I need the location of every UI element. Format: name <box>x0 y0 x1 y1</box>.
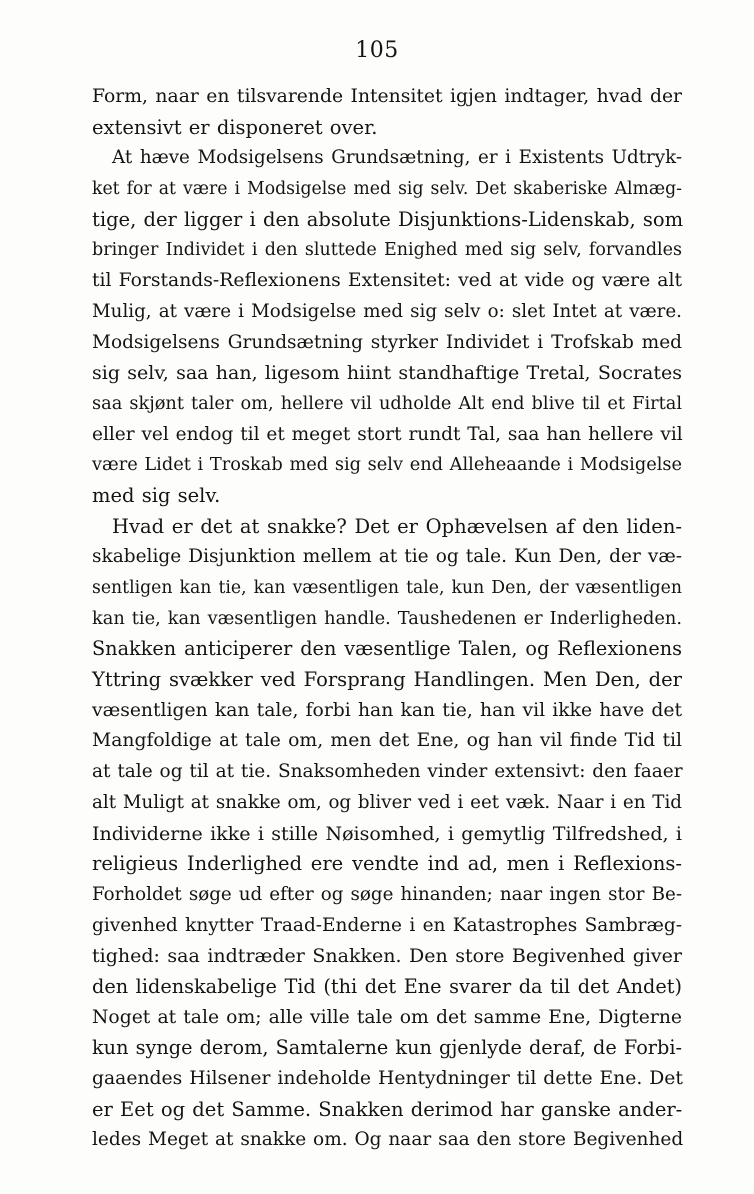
text-line: Forholdet søge ud efter og søge hinanden; naar ingen stor Be- <box>92 883 682 905</box>
text-line: extensivt er disponeret over. <box>92 115 378 139</box>
text-line: er Eet og det Samme. Snakken derimod har ganske ander- <box>92 1097 683 1121</box>
text-line: væsentligen kan tale, forbi han kan tie, han vil ikke have det <box>92 699 682 721</box>
text-line: Mangfoldige at tale om, men det Ene, og han vil finde Tid til <box>92 730 682 752</box>
text-line: Yttring svækker ved Forsprang Handlingen. Men Den, der <box>92 668 682 692</box>
text-line: eller vel endog til et meget stort rundt Tal, saa han hellere vil <box>92 423 683 445</box>
text-line: At hæve Modsigelsens Grundsætning, er i Existents Udtryk- <box>112 147 682 169</box>
text-line: ket for at være i Modsigelse med sig selv. Det skaberiske Almæg- <box>92 179 682 200</box>
text-line: religieus Inderlighed ere vendte ind ad, men i Reflexions- <box>92 852 682 876</box>
text-line: saa skjønt taler om, hellere vil udholde Alt end blive til et Firtal <box>92 393 682 414</box>
text-line: givenhed knytter Traad-Enderne i en Katastrophes Sambræg- <box>92 914 682 936</box>
text-line: sentligen kan tie, kan væsentligen tale, kun Den, der væsentligen <box>92 578 682 598</box>
text-line: at tale og til at tie. Snaksomheden vinder extensivt: den faaer <box>92 761 683 783</box>
text-line: Individerne ikke i stille Nøisomhed, i gemytlig Tilfredshed, i <box>92 822 682 845</box>
text-line: kan tie, kan væsentligen handle. Taushedenen er Inderligheden. <box>92 608 682 629</box>
text-line: alt Muligt at snakke om, og bliver ved i eet væk. Naar i en Tid <box>92 791 682 813</box>
text-line: Noget at tale om; alle ville tale om det samme Ene, Digterne <box>92 1006 682 1028</box>
text-line: gaaendes Hilsener indeholde Hentydninger til dette Ene. Det <box>92 1068 683 1089</box>
page-number: 105 <box>355 38 399 63</box>
text-line: til Forstands-Reflexionens Extensitet: ved at vide og være alt <box>92 270 682 292</box>
text-line: være Lidet i Troskab med sig selv end Alleheaande i Modsigelse <box>92 455 682 476</box>
text-line: skabelige Disjunktion mellem at tie og tale. Kun Den, der væ- <box>92 546 682 568</box>
text-line: tighed: saa indtræder Snakken. Den store Begivenhed giver <box>92 945 682 968</box>
text-line: ledes Meget at snakke om. Og naar saa den store Begivenhed <box>92 1129 684 1151</box>
text-line: Form, naar en tilsvarende Intensitet igjen indtager, hvad der <box>92 86 682 107</box>
text-line: Hvad er det at snakke? Det er Ophævelsen af den liden- <box>112 514 682 538</box>
text-line: bringer Individet i den sluttede Enighed med sig selv, forvandles <box>92 240 682 261</box>
text-line: kun synge derom, Samtalerne kun gjenlyde deraf, de Forbi- <box>92 1036 682 1060</box>
text-line: den lidenskabelige Tid (thi det Ene svarer da til det Andet) <box>92 974 682 998</box>
text-line: Snakken anticiperer den væsentlige Talen, og Reflexionens <box>92 637 682 661</box>
body-text <box>92 82 682 1156</box>
text-line: Modsigelsens Grundsætning styrker Individet i Trofskab med <box>92 331 682 353</box>
text-line: Mulig, at være i Modsigelse med sig selv o: slet Intet at være. <box>92 300 682 322</box>
text-line: sig selv, saa han, ligesom hiint standhaftige Tretal, Socrates <box>92 362 682 385</box>
text-line: med sig selv. <box>92 483 221 507</box>
text-line: tige, der ligger i den absolute Disjunktions-Lidenskab, som <box>92 207 684 231</box>
